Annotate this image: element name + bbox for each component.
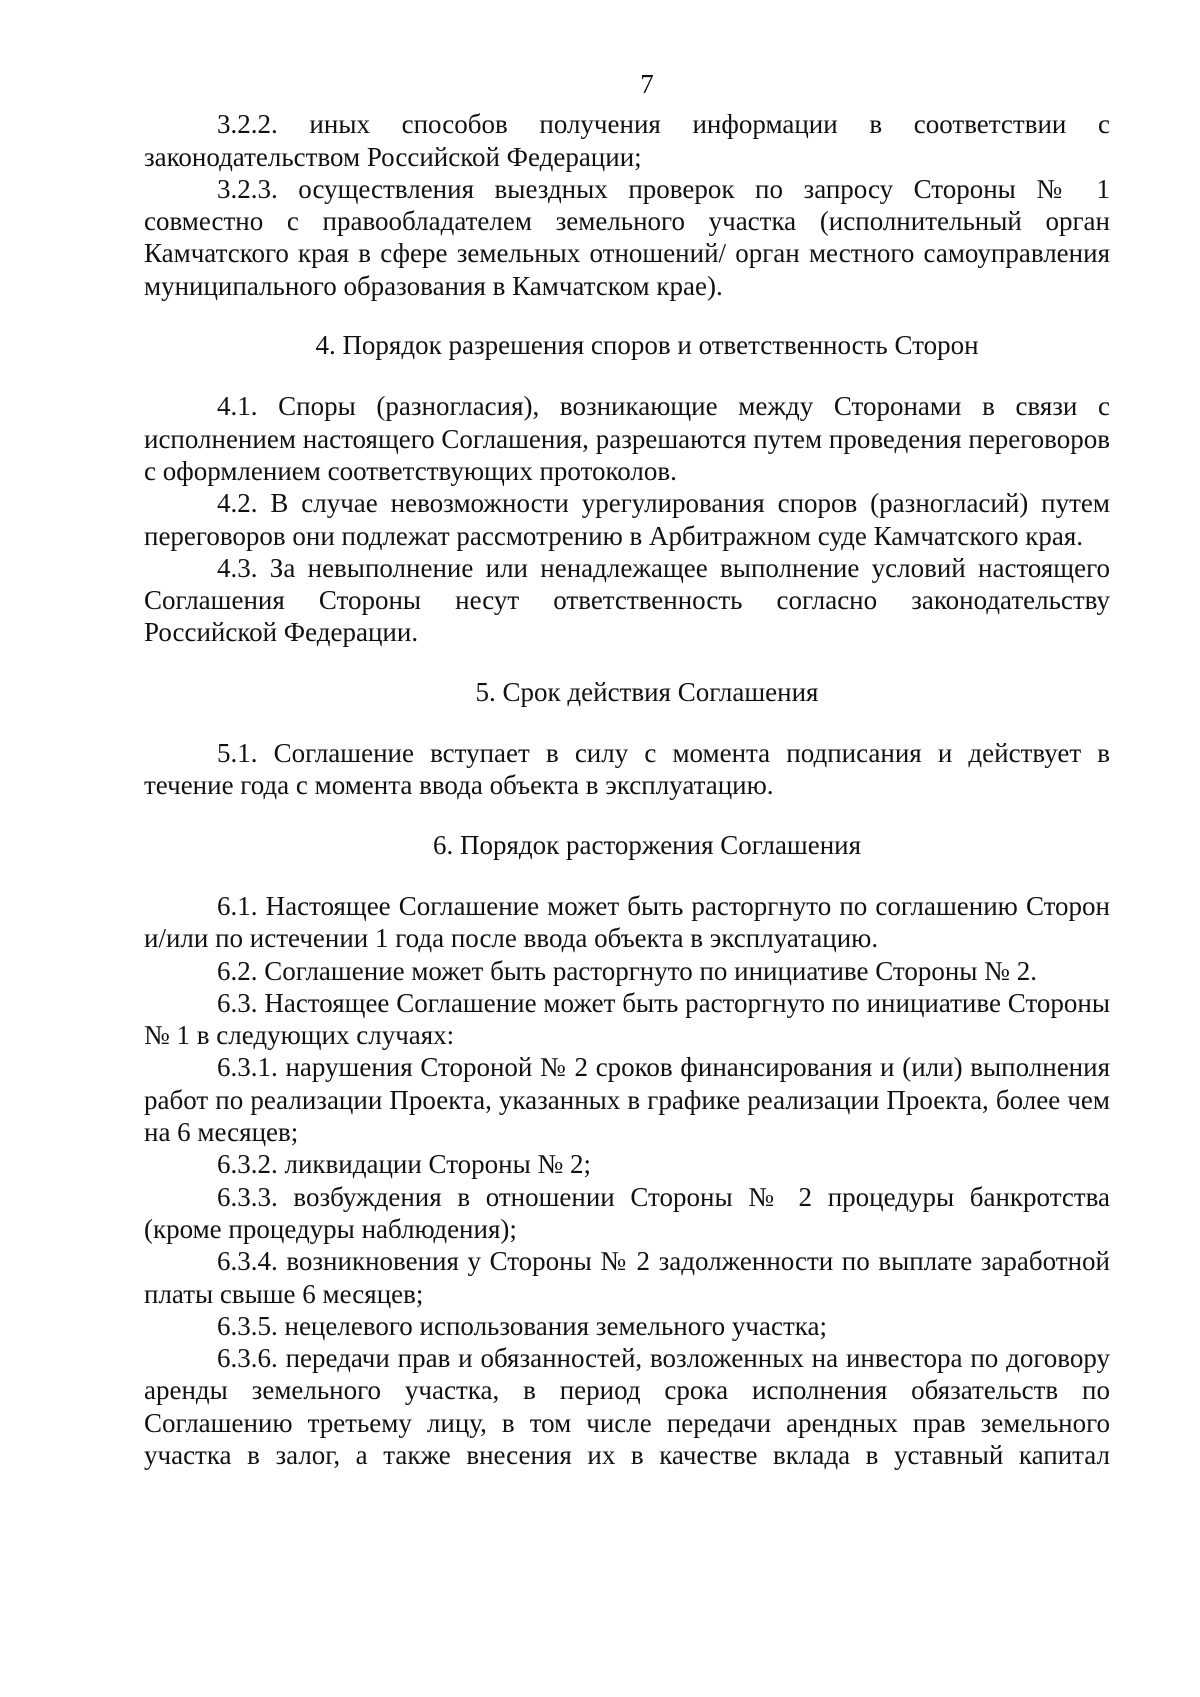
clause-6-2: 6.2. Соглашение может быть расторгнуто по инициативе Стороны № 2. [217, 955, 1037, 986]
clause-6-3-3: 6.3.3. возбуждения в отношении Стороны № 2 процедуры банкротства (кроме процедуры наблюдения); [144, 1181, 1110, 1244]
clause-6-3-1: 6.3.1. нарушения Стороной № 2 сроков финансирования и (или) выполнения работ по реализации Проекта, указанных в графике реализации Проекта, более чем на 6 месяцев; [144, 1052, 1110, 1148]
clause-4-3: 4.3. За невыполнение или ненадлежащее выполнение условий настоящего Соглашения Стороны несут ответственность согласно законодательству Российской Федерации. [144, 552, 1110, 648]
clause-3-2-3: 3.2.3. осуществления выездных проверок по запросу Стороны № 1 совместно с правообладателем земельного участка (исполнительный орган Камчатского края в сфере земельных отношений/ орган местного самоуправления муниципального образования в Камчатском крае). [144, 173, 1110, 301]
section-heading-4: 4. Порядок разрешения споров и ответственность Сторон [315, 330, 979, 361]
clause-5-1: 5.1. Соглашение вступает в силу с момента подписания и действует в течение года с момента ввода объекта в эксплуатацию. [144, 738, 1110, 801]
clause-4-2: 4.2. В случае невозможности урегулирования споров (разногласий) путем переговоров они подлежат рассмотрению в Арбитражном суде Камчатского края. [144, 488, 1110, 551]
clause-6-3-5: 6.3.5. нецелевого использования земельного участка; [217, 1310, 827, 1341]
clause-6-3-4: 6.3.4. возникновения у Стороны № 2 задолженности по выплате заработной платы свыше 6 месяцев; [144, 1246, 1110, 1309]
clause-6-3: 6.3. Настоящее Соглашение может быть расторгнуто по инициативе Стороны № 1 в следующих случаях: [144, 987, 1110, 1051]
clause-6-3-2: 6.3.2. ликвидации Стороны № 2; [217, 1149, 592, 1180]
page-number: 7 [640, 69, 654, 99]
clause-6-1: 6.1. Настоящее Соглашение может быть расторгнуто по соглашению Сторон и/или по истечении 1 года после ввода объекта в эксплуатацию. [144, 890, 1110, 954]
clause-4-1: 4.1. Споры (разногласия), возникающие между Сторонами в связи с исполнением настоящего Соглашения, разрешаются путем проведения переговоров с оформлением соответствующих протоколов. [144, 391, 1110, 486]
section-heading-6: 6. Порядок расторжения Соглашения [432, 829, 862, 860]
clause-3-2-2: 3.2.2. иных способов получения информации в соответствии с законодательством Российской Федерации; [144, 109, 1110, 172]
section-heading-5: 5. Срок действия Соглашения [475, 676, 819, 707]
clause-6-3-6: 6.3.6. передачи прав и обязанностей, возложенных на инвестора по договору аренды земельного участка, в период срока исполнения обязательств по Соглашению третьему лицу, в том числе передачи арендных прав земельного участка в залог, а также внесения их в качестве вклада в уставный капитал [144, 1343, 1110, 1470]
